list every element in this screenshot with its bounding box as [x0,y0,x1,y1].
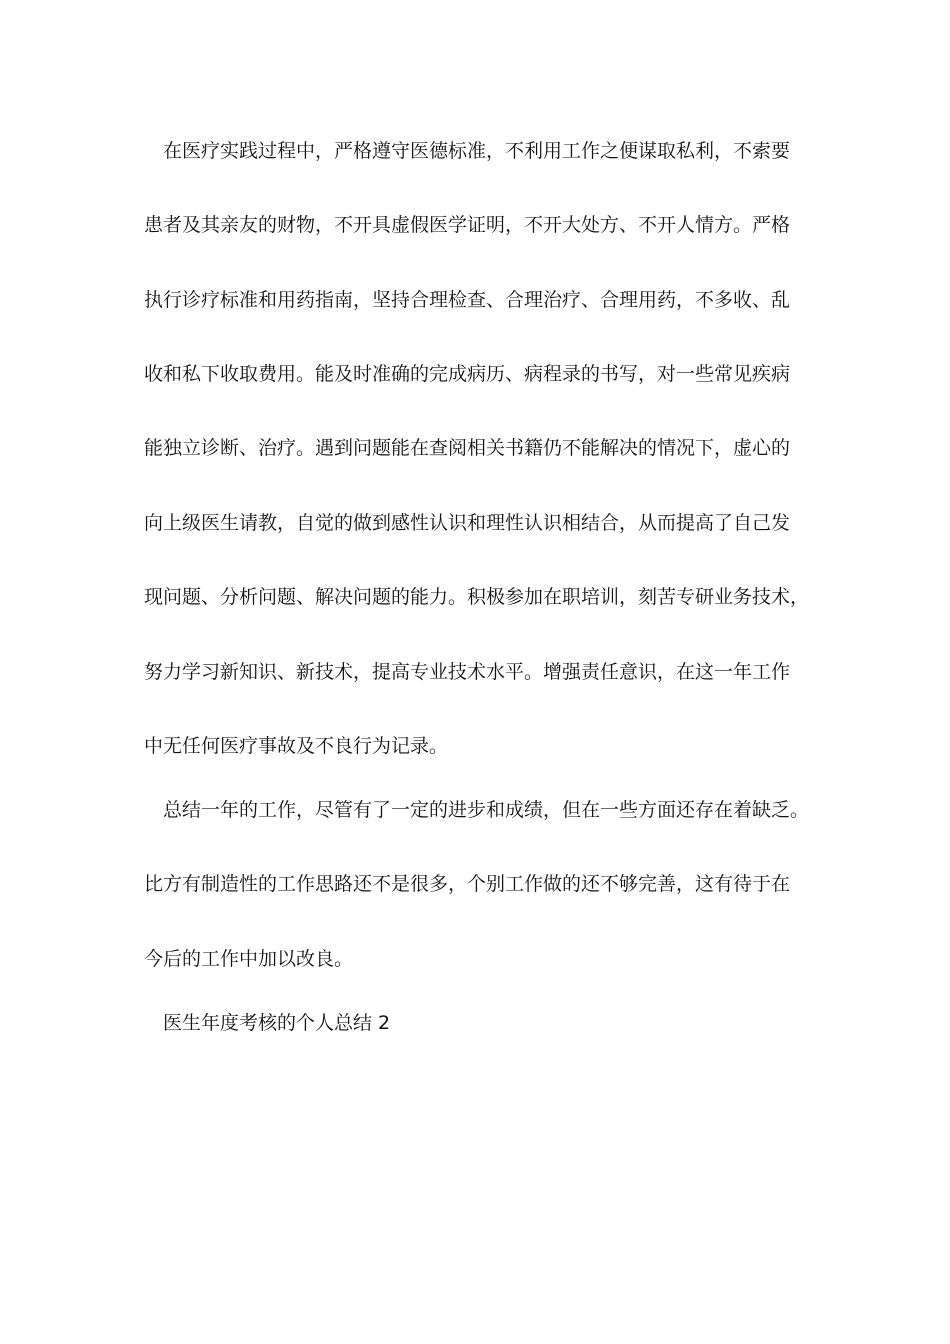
paragraph-2-line-2: 比方有制造性的工作思路还不是很多，个别工作做的还不够完善，这有待于在 [144,873,791,895]
paragraph-1-line-5: 能独立诊断、治疗。遇到问题能在查阅相关书籍仍不能解决的情况下，虚心的 [144,437,791,459]
paragraph-2-line-3: 今后的工作中加以改良。 [144,948,354,970]
section-heading: 医生年度考核的个人总结 2 [163,1012,391,1034]
paragraph-1-line-1: 在医疗实践过程中，严格遵守医德标准，不利用工作之便谋取私利，不索要 [163,140,791,162]
paragraph-1-line-9: 中无任何医疗事故及不良行为记录。 [144,735,449,757]
paragraph-2-line-1: 总结一年的工作，尽管有了一定的进步和成绩，但在一些方面还存在着缺乏。 [163,799,810,821]
paragraph-1-line-7: 现问题、分析问题、解决问题的能力。积极参加在职培训，刻苦专研业务技术， [144,586,810,608]
paragraph-1-line-4: 收和私下收取费用。能及时准确的完成病历、病程录的书写，对一些常见疾病 [144,363,791,385]
paragraph-1-line-8: 努力学习新知识、新技术，提高专业技术水平。增强责任意识，在这一年工作 [144,661,791,683]
paragraph-1-line-2: 患者及其亲友的财物，不开具虚假医学证明，不开大处方、不开人情方。严格 [144,214,791,236]
paragraph-1-line-6: 向上级医生请教，自觉的做到感性认识和理性认识相结合，从而提高了自己发 [144,512,791,534]
paragraph-1-line-3: 执行诊疗标准和用药指南，坚持合理检查、合理治疗、合理用药，不多收、乱 [144,289,791,311]
